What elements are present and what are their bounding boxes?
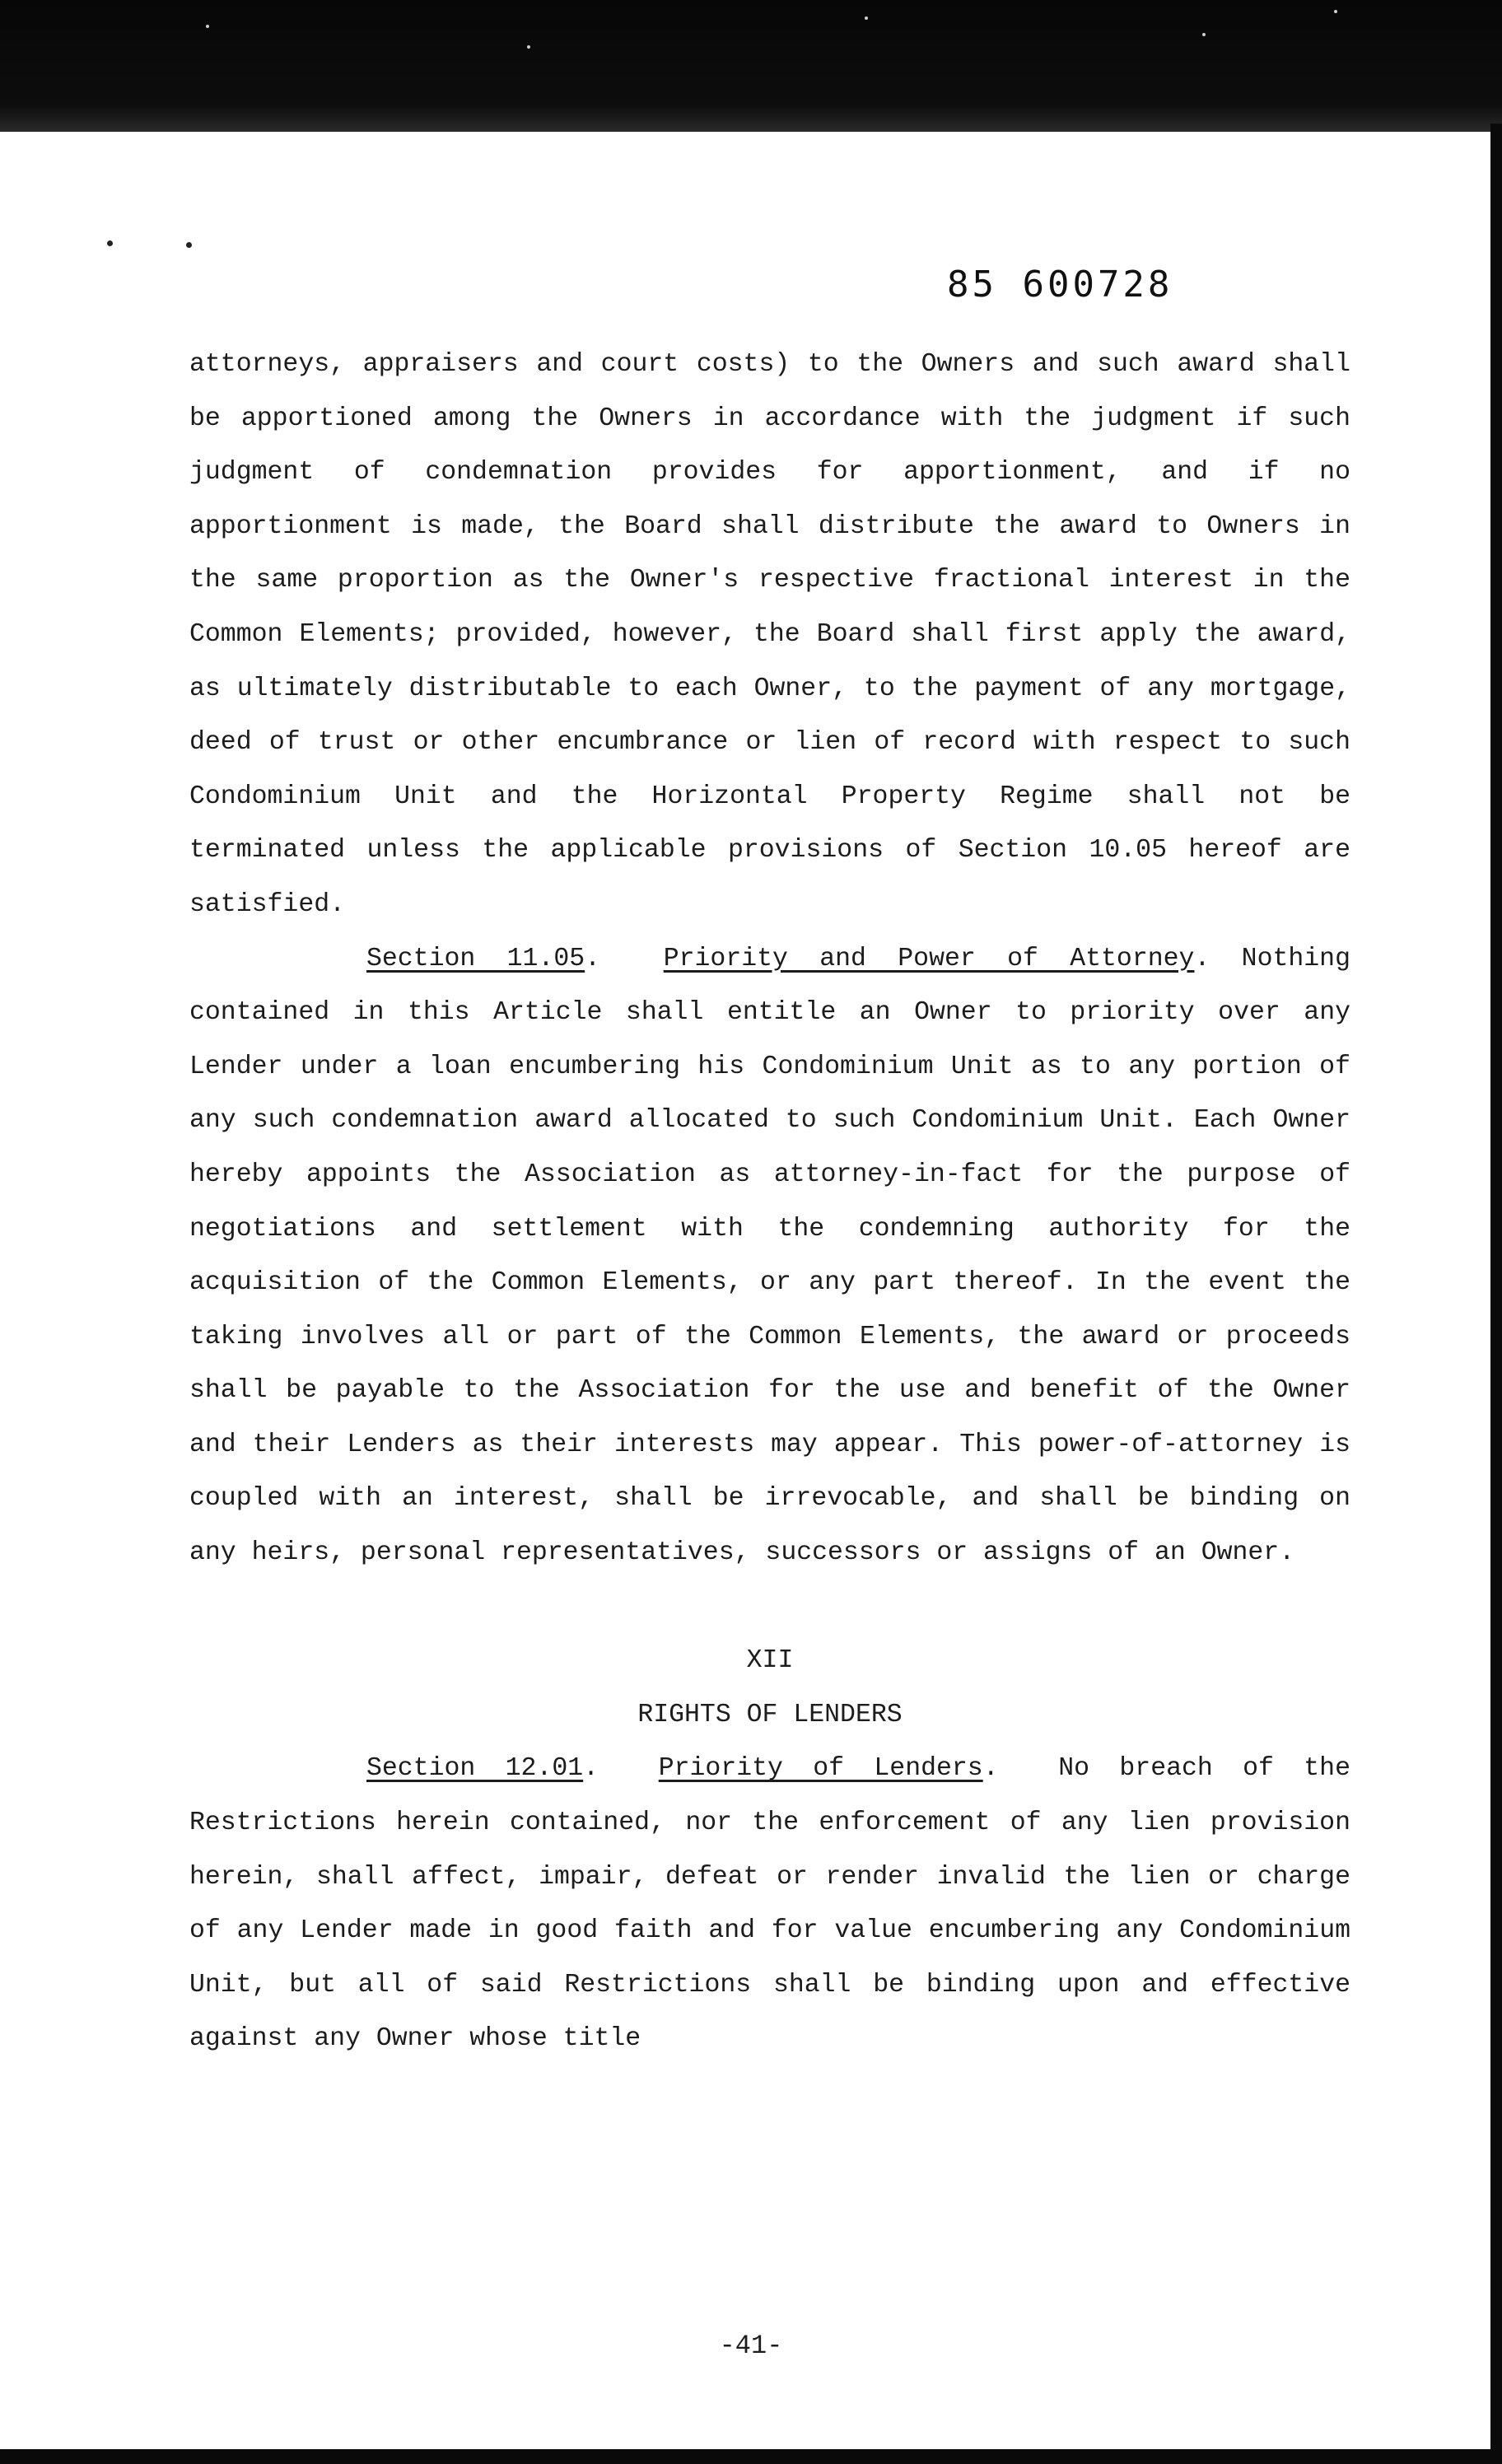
section-12-01: Section 12.01. Priority of Lenders. No breach of the Restrictions herein contained, nor the enforcement of any lien provision herein, shall affect, impair, defeat or render invalid the lien or charge of any Lender made in good faith and for value encumbering any Condominium Unit, but all of said Restrictions shall be binding upon and effective against any Owner whose title — [189, 1754, 1350, 2054]
section-12-01-body: No breach of the Restrictions herein contained, nor the enforcement of any lien provision herein, shall affect, impair, defeat or render invalid the lien or charge of any Lender made in good faith and for value encumbering any Condominium Unit, but all of said Restrictions shall be binding upon and effective against any Owner whose title — [189, 1754, 1350, 2054]
section-11-05-body: Nothing contained in this Article shall entitle an Owner to priority over any Lender under a loan encumbering his Condominium Unit as to any portion of any such condemnation award allocated to such Condominium Unit. Each Owner hereby appoints the Association as attorney-in-fact for the purpose of negotiations and settlement with the condemning authority for the acquisition of the Common Elements, or any part thereof. In the event the taking involves all or part of the Common Elements, the award or proceeds shall be payable to the Association for the use and benefit of the Owner and their Lenders as their interests may appear. This power-of-attorney is coupled with an interest, shall be irrevocable, and shall be binding on any heirs, personal representatives, successors or assigns of an Owner. — [189, 944, 1350, 1568]
scan-speck — [1202, 33, 1206, 36]
section-11-05-title: Priority and Power of Attorney — [663, 944, 1195, 973]
paragraph-continuation: attorneys, appraisers and court costs) to the Owners and such award shall be apportioned among the Owners in accordance with the judgment if such judgment of condemnation provides for apportionment, and if no apportionment is made, the Board shall distribute the award to Owners in the same proportion as the Owner's respective fractional interest in the Common Elements; provided, however, the Board shall first apply the award, as ultimately distributable to each Owner, to the payment of any mortgage, deed of trust or other encumbrance or lien of record with respect to such Condominium Unit and the Horizontal Property Regime shall not be terminated unless the applicable provisions of Section 10.05 hereof are satisfied. — [189, 350, 1350, 919]
document-body — [189, 338, 1350, 2066]
scan-speck — [865, 16, 868, 20]
section-12-01-number: Section 12.01 — [366, 1754, 584, 1784]
scan-top-border — [0, 0, 1502, 132]
document-number: 85 600728 — [947, 264, 1173, 306]
scan-bottom-border — [0, 2449, 1502, 2464]
section-11-05-number: Section 11.05 — [366, 944, 585, 973]
scan-speck — [1334, 10, 1337, 13]
scan-speck — [527, 45, 530, 49]
section-11-05: Section 11.05. Priority and Power of Attorney. Nothing contained in this Article shall entitle an Owner to priority over any Lender under a loan encumbering his Condominium Unit as to any portion of any such condemnation award allocated to such Condominium Unit. Each Owner hereby appoints the Association as attorney-in-fact for the purpose of negotiations and settlement with the condemning authority for the acquisition of the Common Elements, or any part thereof. In the event the taking involves all or part of the Common Elements, the award or proceeds shall be payable to the Association for the use and benefit of the Owner and their Lenders as their interests may appear. This power-of-attorney is coupled with an interest, shall be irrevocable, and shall be binding on any heirs, personal representatives, successors or assigns of an Owner. — [189, 944, 1350, 1568]
page-number: -41- — [719, 2331, 783, 2361]
article-title: RIGHTS OF LENDERS — [637, 1700, 903, 1729]
section-12-01-title: Priority of Lenders — [658, 1754, 983, 1784]
scan-speck — [206, 25, 209, 28]
scan-dot — [186, 242, 192, 248]
scan-dot — [107, 240, 113, 246]
scan-right-border — [1490, 124, 1502, 2464]
article-number: XII — [746, 1646, 794, 1676]
